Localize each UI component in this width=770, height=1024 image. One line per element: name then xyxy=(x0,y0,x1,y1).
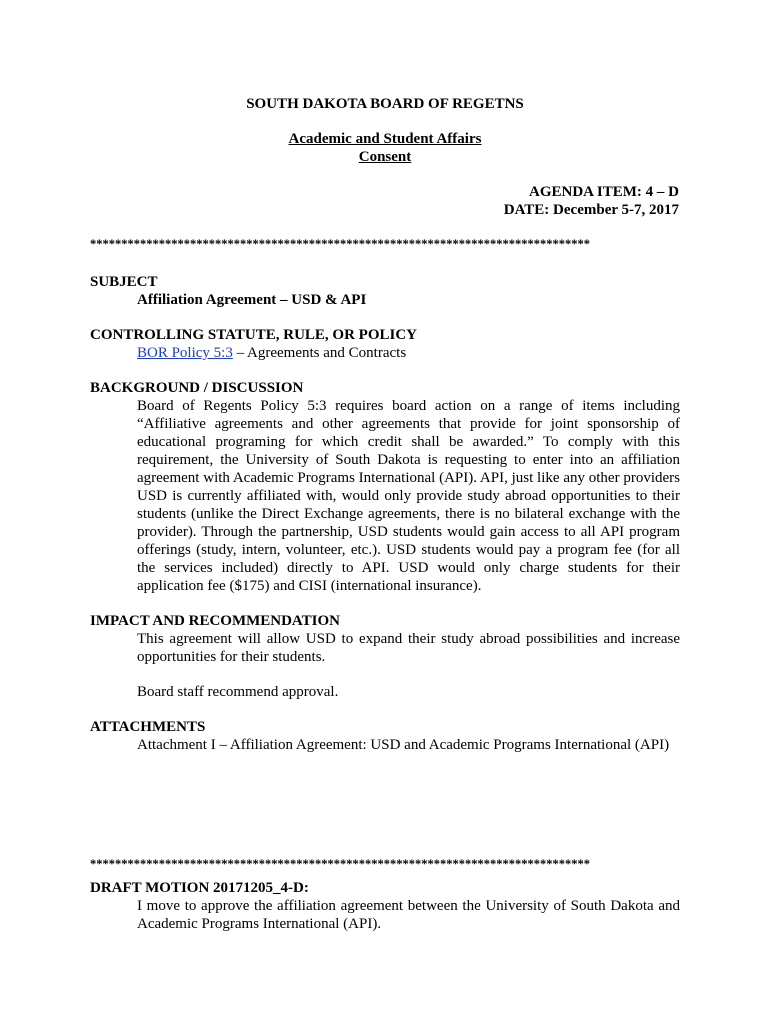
committee-title: Academic and Student Affairs xyxy=(288,131,482,147)
subject-heading: SUBJECT xyxy=(90,274,158,290)
statute-line xyxy=(137,344,680,362)
background-text: Board of Regents Policy 5:3 requires board action on a range of items including “Affiliative agreements and other agreements that provide for joint sponsorship of educational programing for which credit shall be awarded.” To comply with this requirement, the University of South Dakota is requesting to enter into an affiliation agreement with Academic Programs International (API). API, just like any other providers USD is currently affiliated with, would only provide study abroad opportunities to their students (unlike the Direct Exchange agreements, there is no bilateral exchange with the provider). Through the partnership, USD students would gain access to all API program offerings (study, intern, volunteer, etc.). USD students would pay a program fee (for all the services included) directly to API. USD would only charge students for their application fee ($175) and CISI (international insurance). xyxy=(137,398,680,594)
impact-text: This agreement will allow USD to expand their study abroad possibilities and increase opportunities for their students. xyxy=(137,631,680,665)
attachments-heading: ATTACHMENTS xyxy=(90,719,206,735)
motion-heading: DRAFT MOTION 20171205_4-D: xyxy=(90,880,309,896)
impact-heading: IMPACT AND RECOMMENDATION xyxy=(90,613,340,629)
recommendation-text: Board staff recommend approval. xyxy=(137,684,339,700)
separator-bottom: ******************************************************************************** xyxy=(90,857,590,871)
agenda-item: AGENDA ITEM: 4 – D xyxy=(528,184,679,200)
statute-heading: CONTROLLING STATUTE, RULE, OR POLICY xyxy=(90,327,417,343)
board-title: SOUTH DAKOTA BOARD OF REGETNS xyxy=(246,96,524,112)
background-heading: BACKGROUND / DISCUSSION xyxy=(90,380,304,396)
meeting-date: DATE: December 5-7, 2017 xyxy=(503,202,679,218)
bor-policy-link[interactable]: BOR Policy 5:3 xyxy=(137,345,233,361)
attachment-item: Attachment I – Affiliation Agreement: USD and Academic Programs International (API) xyxy=(137,737,670,753)
subject-text: Affiliation Agreement – USD & API xyxy=(137,292,367,308)
motion-text: I move to approve the affiliation agreement between the University of South Dakota and Academic Programs International (API). xyxy=(137,898,680,932)
statute-text: – Agreements and Contracts xyxy=(232,345,407,361)
separator-top: ******************************************************************************** xyxy=(90,237,590,251)
consent-title: Consent xyxy=(358,149,412,165)
